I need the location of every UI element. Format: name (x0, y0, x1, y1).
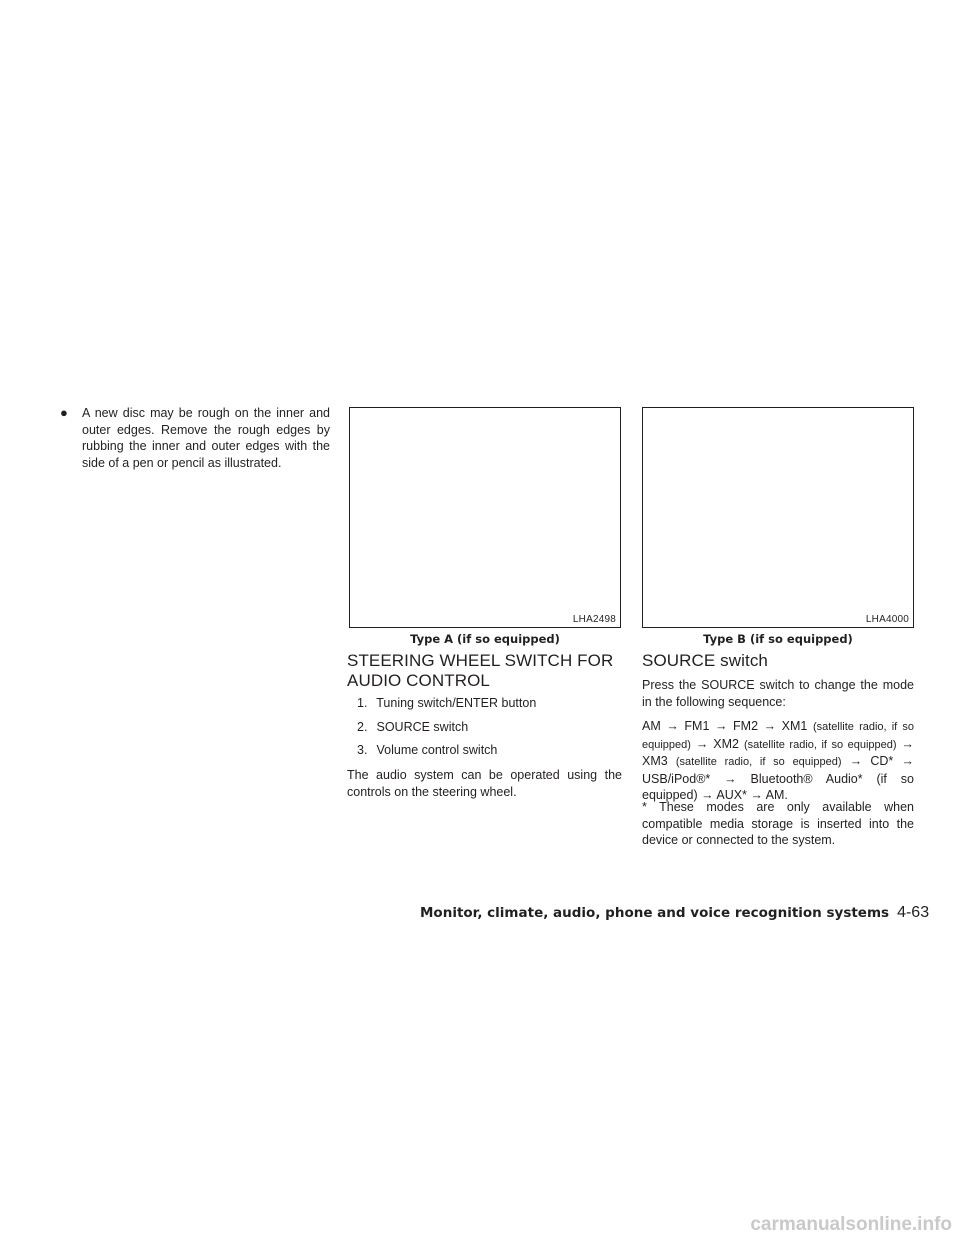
page-number: 4-63 (897, 904, 930, 921)
source-sequence: AM → FM1 → FM2 → XM1 (satellite radio, if so equipped) → XM2 (satellite radio, if so equipped) → XM3 (satellite radio, if so equipped) → CD* → USB/iPod®* → Bluetooth® Audio* (if so equipped) → AUX* → AM. (642, 719, 915, 802)
bullet-icon: ● (60, 405, 68, 420)
heading-line: AUDIO CONTROL (347, 671, 490, 690)
figure-type-a (349, 407, 621, 628)
list-item: 3. Volume control switch (357, 743, 498, 757)
switch-list (357, 695, 627, 766)
figure-caption-type-a: Type A (if so equipped) (410, 632, 560, 646)
figure-code: LHA4000 (865, 614, 909, 625)
bullet-item (60, 405, 330, 471)
source-note: * These modes are only available when compatible media storage is inserted into the device or connected to the system. (642, 800, 914, 847)
heading-line: STEERING WHEEL SWITCH FOR (347, 651, 614, 670)
section-heading-source: SOURCE switch (642, 651, 768, 670)
list-item: 1. Tuning switch/ENTER button (357, 696, 537, 710)
watermark: carmanualsonline.info (750, 1214, 952, 1235)
steering-paragraph: The audio system can be operated using the controls on the steering wheel. (347, 768, 622, 799)
source-intro: Press the SOURCE switch to change the mode in the following sequence: (642, 678, 914, 709)
figure-code: LHA2498 (572, 614, 616, 625)
footer-section-title: Monitor, climate, audio, phone and voice recognition systems (420, 905, 890, 921)
figure-type-b (642, 407, 914, 628)
figure-caption-type-b: Type B (if so equipped) (703, 632, 853, 646)
section-heading-steering (347, 651, 627, 691)
list-item: 2. SOURCE switch (357, 719, 469, 734)
bullet-text: A new disc may be rough on the inner and outer edges. Remove the rough edges by rubbing the inner and outer edges with the side of a pen or pencil as illustrated. (82, 406, 330, 470)
page-footer (420, 904, 930, 922)
